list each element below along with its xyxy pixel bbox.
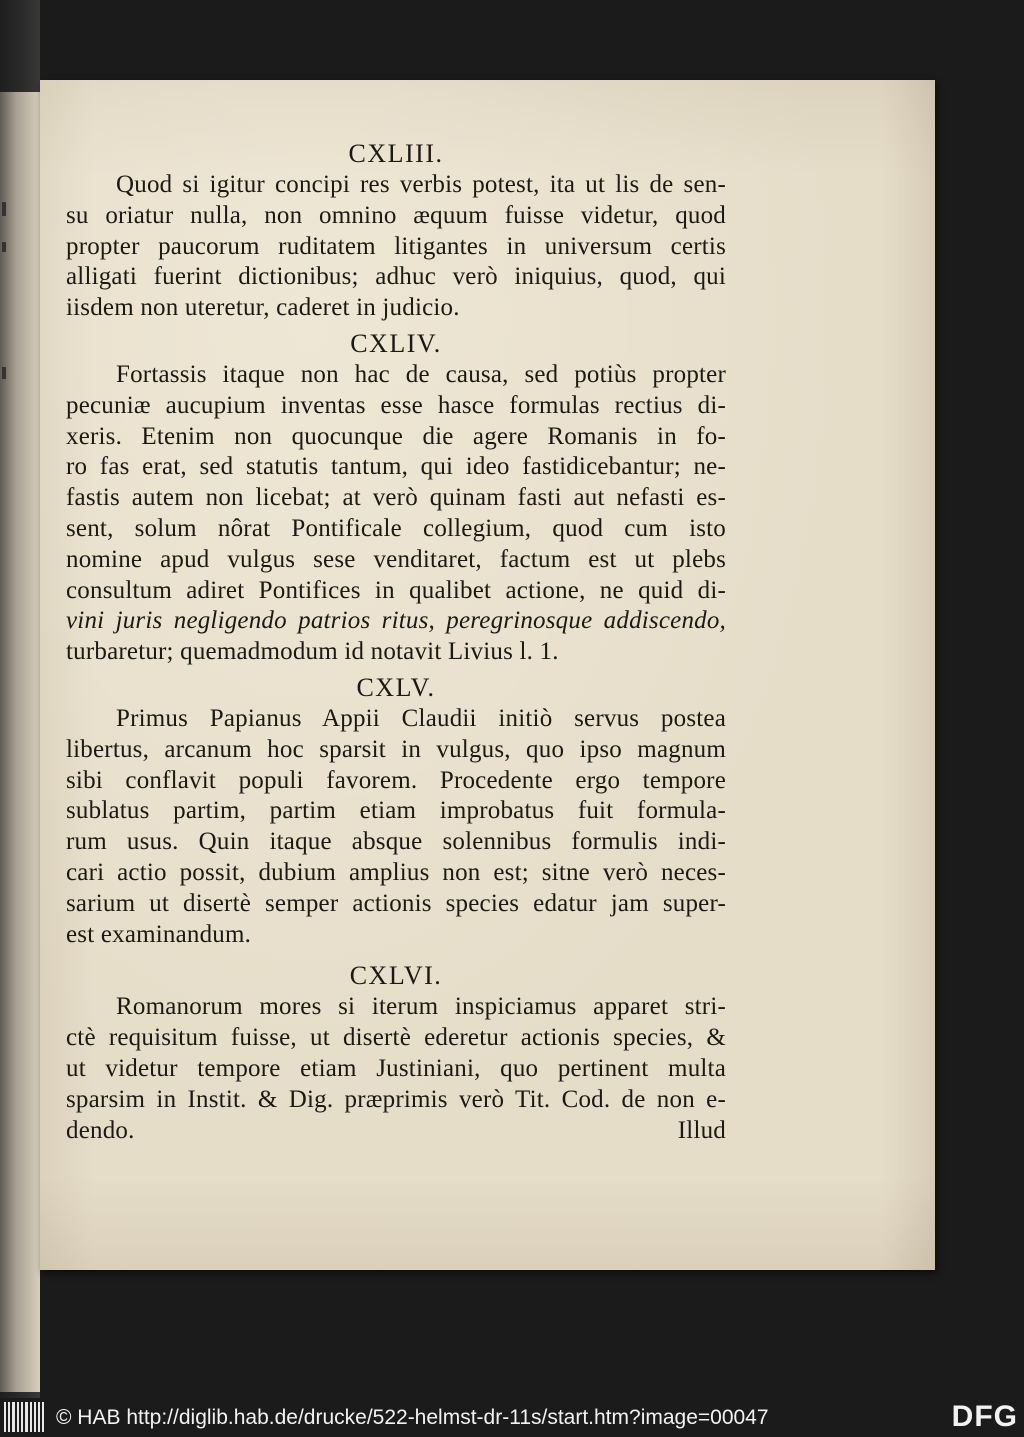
dfg-logo: DFG — [951, 1400, 1018, 1433]
paragraph — [66, 704, 726, 950]
section-cxlv — [66, 672, 726, 950]
text-line: Quod si igitur concipi res verbis potest, ita ut lis de sen- — [116, 171, 726, 198]
text-line: propter paucorum ruditatem litigantes in universum certis — [66, 232, 726, 260]
source-url-text: © HAB http://diglib.hab.de/drucke/522-helmst-dr-11s/start.htm?image=00047 — [56, 1406, 769, 1429]
text-line: ctè requisitum fuisse, ut disertè ederetur actionis species, & — [66, 1024, 726, 1052]
footer-bar — [0, 1398, 1024, 1437]
paragraph — [66, 360, 726, 668]
section-cxliii — [66, 138, 726, 324]
text-line: xeris. Etenim non quocunque die agere Romanis in fo- — [66, 422, 726, 450]
section-heading: CXLV. — [356, 672, 436, 702]
text-line: alligati fuerint dictionibus; adhuc verò iniquius, quod, qui — [66, 263, 726, 291]
text-line: rum usus. Quin itaque absque solennibus formulis indi- — [66, 828, 726, 856]
left-page-edge — [0, 92, 40, 1392]
text-line: sublatus partim, partim etiam improbatus fuit formula- — [66, 797, 726, 825]
text-line: Romanorum mores si iterum inspiciamus apparet stri- — [116, 993, 726, 1021]
section-heading: CXLIII. — [348, 139, 444, 168]
text-line: su oriatur nulla, non omnino æquum fuisse videtur, quod — [66, 201, 726, 229]
text-line: sarium ut disertè semper actionis species edatur jam super- — [66, 889, 726, 917]
text-line: sibi conflavit populi favorem. Procedente ergo tempore — [66, 766, 726, 794]
text-line: ro fas erat, sed statutis tantum, qui ideo fastidicebantur; ne- — [66, 453, 726, 481]
catchword: Illud — [677, 1116, 726, 1144]
text-line: cari actio possit, dubium amplius non est; sitne verò neces- — [66, 858, 726, 886]
text-line: turbaretur; quemadmodum id notavit Livius l. 1. — [66, 638, 559, 666]
text-line: sent, solum nôrat Pontificale collegium, quod cum isto — [66, 514, 726, 542]
paragraph — [66, 992, 726, 1146]
section-heading: CXLVI. — [349, 961, 443, 991]
text-line: pecuniæ aucupium inventas esse hasce formulas rectius di- — [66, 391, 726, 419]
last-line-with-catchword — [66, 1116, 726, 1147]
paragraph — [66, 170, 726, 324]
text-line: Fortassis itaque non hac de causa, sed potiùs propter — [116, 360, 726, 388]
section-heading: CXLIV. — [350, 328, 442, 358]
section-cxliv — [66, 328, 726, 668]
text-line: ut videtur tempore etiam Justiniani, quo pertinent multa — [66, 1054, 726, 1082]
page-text — [66, 138, 726, 1146]
text-line: vini juris negligendo patrios ritus, peregrinosque addiscendo, — [66, 607, 726, 635]
book-page — [40, 80, 935, 1270]
text-line: dendo. — [66, 1116, 135, 1144]
text-line: libertus, arcanum hoc sparsit in vulgus, quo ipso magnum — [66, 735, 726, 763]
barcode-icon — [4, 1402, 48, 1432]
text-line: fastis autem non licebat; at verò quinam fasti aut nefasti es- — [66, 484, 726, 512]
text-line: Primus Papianus Appii Claudii initiò servus postea — [116, 704, 726, 732]
text-line: sparsim in Instit. & Dig. præprimis verò Tit. Cod. de non e- — [66, 1085, 726, 1113]
text-line: nomine apud vulgus sese venditaret, factum est ut plebs — [66, 545, 726, 573]
text-line: consultum adiret Pontifices in qualibet actione, ne quid di- — [66, 576, 726, 604]
section-cxlvi — [66, 960, 726, 1146]
text-line: iisdem non uteretur, caderet in judicio. — [66, 294, 460, 322]
text-line: est examinandum. — [66, 920, 252, 948]
